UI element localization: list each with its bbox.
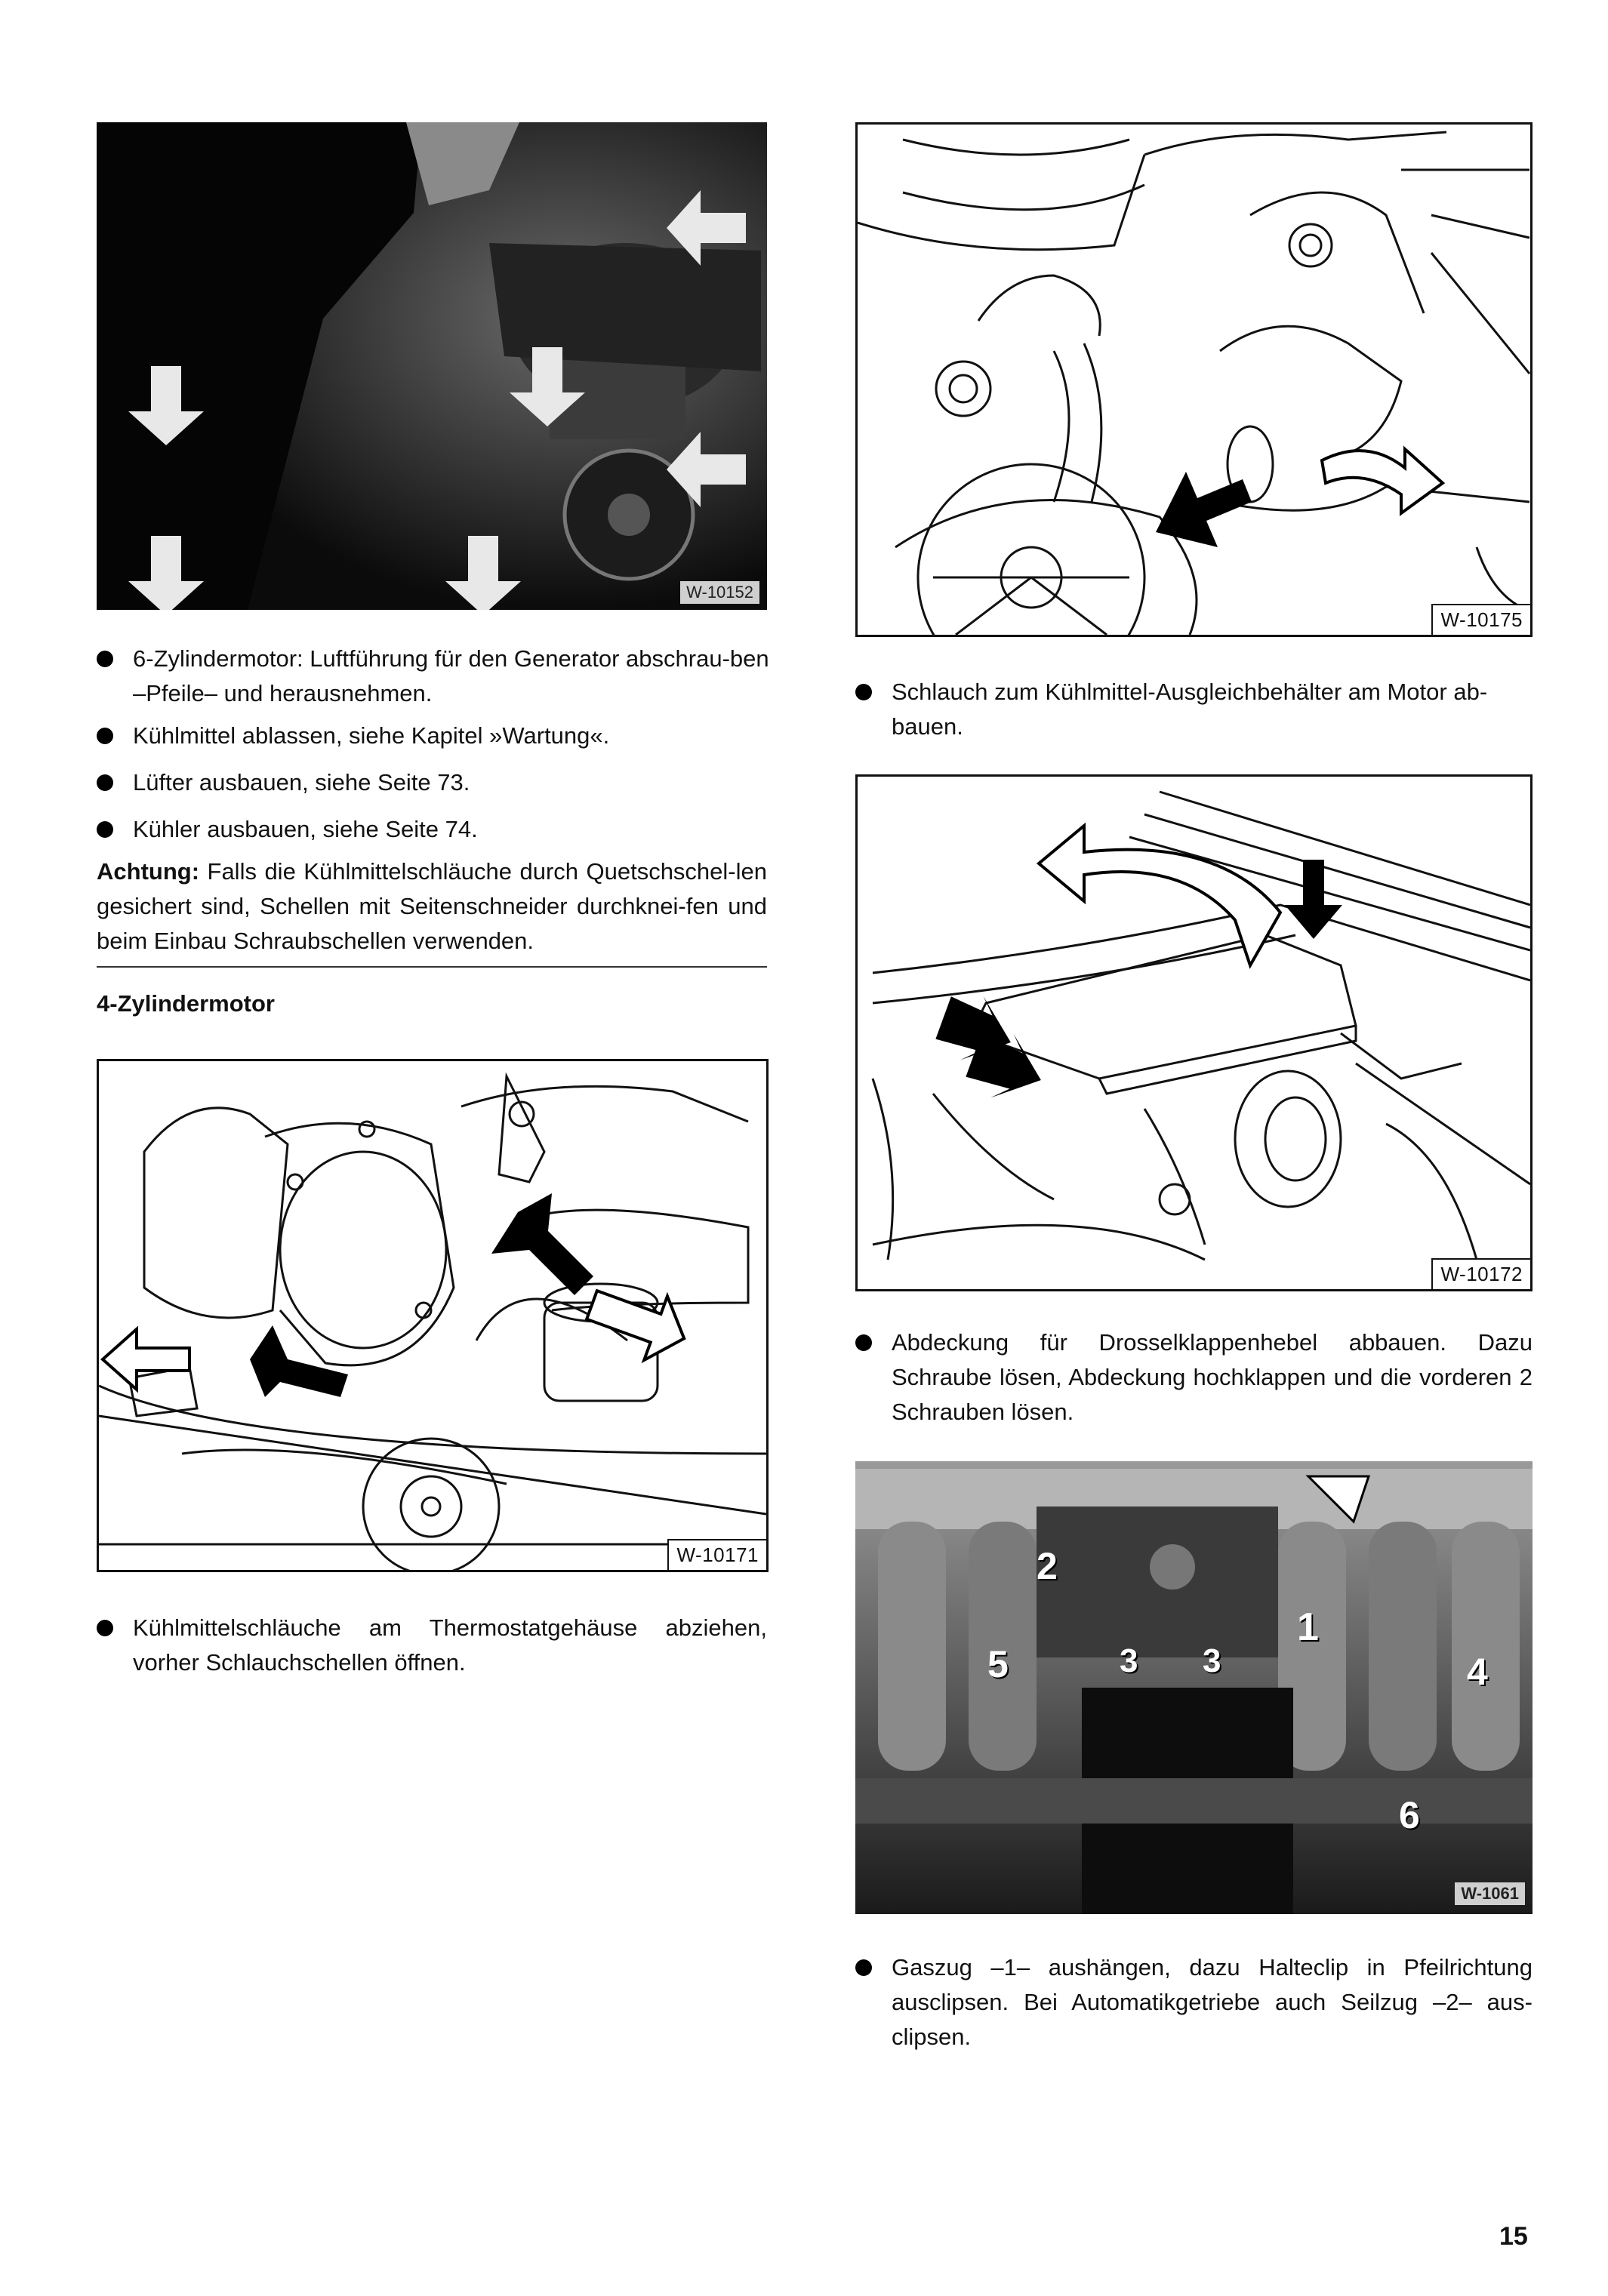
bullet-item: Lüfter ausbauen, siehe Seite 73. bbox=[97, 765, 776, 800]
engine-photo-w1061 bbox=[855, 1461, 1533, 1914]
warning-note bbox=[97, 854, 767, 959]
arrow-icon bbox=[445, 536, 521, 610]
warning-text: Falls die Kühlmittelschläuche durch Quetschschel-len gesichert sind, Schellen mit Seitenschneider durchknei-fen und beim Einbau Schraubschellen verwenden. bbox=[97, 858, 767, 954]
bullet-item: Schlauch zum Kühlmittel-Ausgleichbehälter am Motor ab-bauen. bbox=[855, 675, 1533, 744]
section-heading: 4-Zylindermotor bbox=[97, 990, 275, 1017]
figure-code: W-10175 bbox=[1431, 604, 1530, 635]
callout-label: 5 bbox=[987, 1643, 1009, 1685]
warning-label: Achtung: bbox=[97, 858, 200, 885]
section-divider bbox=[97, 966, 767, 968]
arrow-icon bbox=[128, 536, 204, 610]
arrow-icon bbox=[491, 1193, 593, 1295]
arrow-icon bbox=[103, 1329, 189, 1390]
arrow-icon bbox=[1039, 826, 1280, 965]
callout-label: 4 bbox=[1467, 1651, 1488, 1693]
arrow-icon bbox=[510, 347, 585, 426]
callout-label: 1 bbox=[1297, 1605, 1319, 1649]
callout-label: 6 bbox=[1399, 1794, 1420, 1836]
arrow-icon bbox=[1156, 472, 1252, 547]
callout-label: 3 bbox=[1203, 1642, 1221, 1679]
bullet-item: Kühlmittelschläuche am Thermostatgehäuse abziehen, vorher Schlauchschellen öffnen. bbox=[97, 1611, 767, 1680]
bullet-item: Gaszug –1– aushängen, dazu Halteclip in Pfeilrichtung ausclipsen. Bei Automatikgetriebe auch Seilzug –2– aus-clipsen. bbox=[855, 1950, 1533, 2054]
callout-label: 2 bbox=[1037, 1545, 1058, 1587]
figure-code: W-10172 bbox=[1431, 1258, 1530, 1289]
engine-photo-w10152 bbox=[97, 122, 767, 610]
arrow-icon bbox=[1285, 860, 1342, 939]
bullet-item: Kühler ausbauen, siehe Seite 74. bbox=[97, 812, 776, 847]
figure-code: W-10152 bbox=[680, 581, 759, 604]
arrow-icon bbox=[667, 432, 746, 507]
bullet-item: Abdeckung für Drosselklappenhebel abbauen. Dazu Schraube lösen, Abdeckung hochklappen und die vorderen 2 Schrauben lösen. bbox=[855, 1325, 1533, 1430]
arrow-icon bbox=[128, 366, 204, 445]
arrow-icon bbox=[1322, 449, 1443, 513]
arrow-icon bbox=[581, 1273, 696, 1371]
technical-drawing-w10175 bbox=[855, 122, 1533, 637]
technical-drawing-w10171 bbox=[97, 1059, 769, 1572]
page-number: 15 bbox=[1499, 2222, 1528, 2251]
arrow-icon bbox=[250, 1325, 348, 1397]
figure-code: W-1061 bbox=[1455, 1882, 1525, 1905]
bullet-item: 6-Zylindermotor: Luftführung für den Generator abschrau-ben –Pfeile– und herausnehmen. bbox=[97, 642, 776, 711]
technical-drawing-w10172 bbox=[855, 774, 1533, 1291]
arrow-icon bbox=[1308, 1476, 1369, 1522]
callout-label: 3 bbox=[1120, 1642, 1138, 1679]
arrow-icon bbox=[667, 190, 746, 266]
figure-code: W-10171 bbox=[667, 1539, 766, 1570]
bullet-item: Kühlmittel ablassen, siehe Kapitel »Wartung«. bbox=[97, 719, 776, 753]
